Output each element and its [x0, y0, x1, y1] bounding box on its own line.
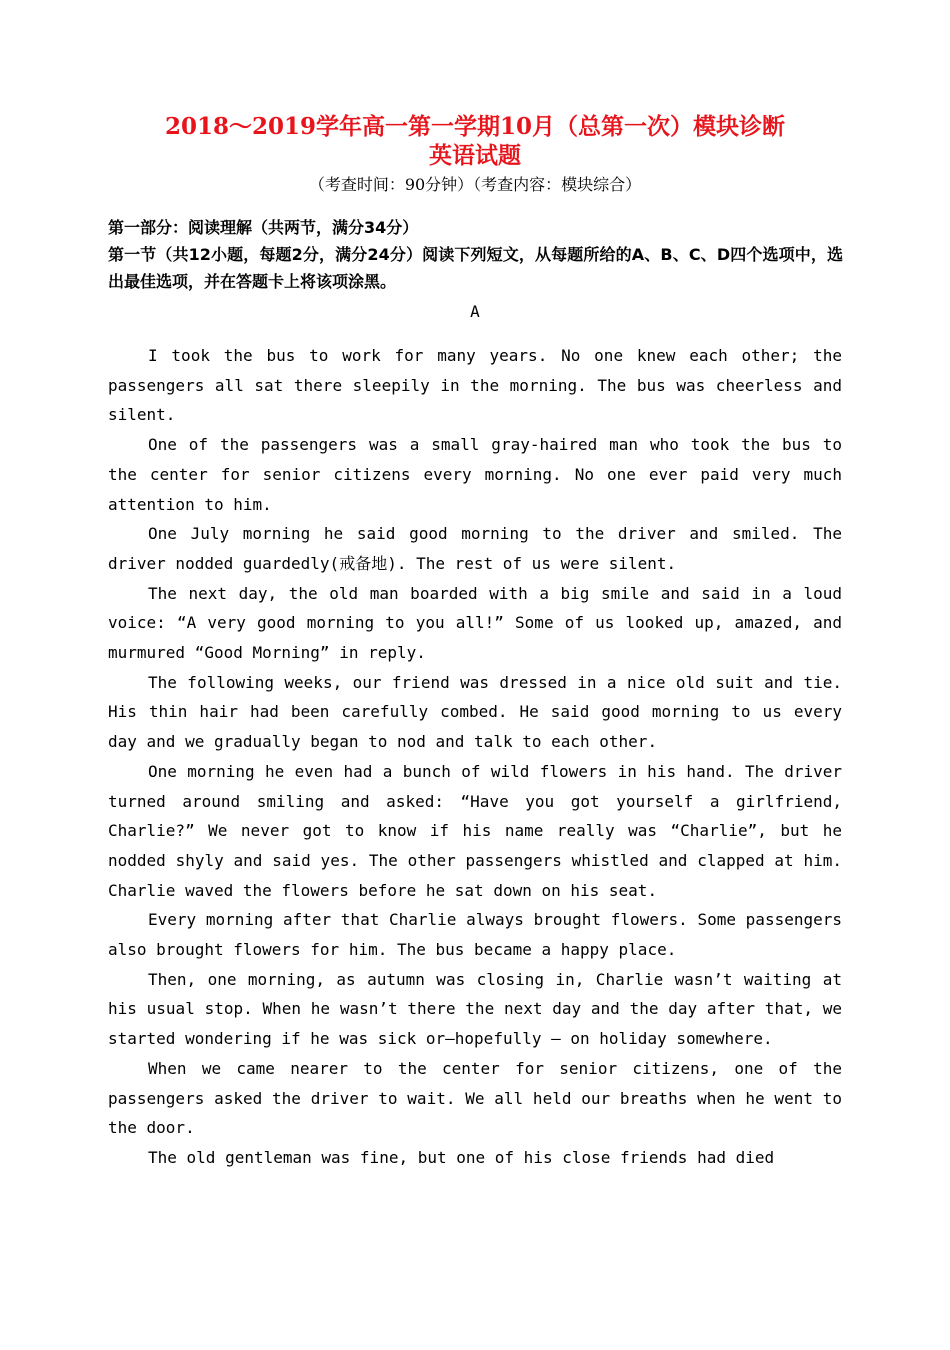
passage-paragraph: One July morning he said good morning to the driver and smiled. The driver nodded guardedly(戒备地). The rest of us were silent. — [108, 524, 842, 573]
passage-paragraph: I took the bus to work for many years. No one knew each other; the passengers all sat there sleepily in the morning. The bus was cheerless and silent. — [108, 346, 842, 425]
passage-paragraph: Every morning after that Charlie always brought flowers. Some passengers also brought flowers for him. The bus became a happy place. — [108, 910, 842, 960]
section-instructions: 第一节（共12小题，每题2分，满分24分）阅读下列短文，从每题所给的A、B、C、D四个选项中，选出最佳选项，并在答题卡上将该项涂黑。 — [108, 245, 843, 291]
passage-paragraph: One morning he even had a bunch of wild flowers in his hand. The driver turned around smiling and asked: “Have you got yourself a girlfriend, Charlie?” We never got to know if his name really was “Charlie”, but he nodded shyly and said yes. The other passengers whistled and clapped at him. Charlie waved the flowers before he sat down on his seat. — [108, 761, 842, 900]
part-heading: 第一部分：阅读理解（共两节，满分34分） — [108, 218, 419, 237]
passage-body — [108, 341, 842, 1173]
passage-paragraph: When we came nearer to the center for senior citizens, one of the passengers asked the driver to wait. We all held our breaths when he went to the door. — [108, 1058, 842, 1138]
passage-paragraph: The old gentleman was fine, but one of his close friends had died — [148, 1147, 775, 1167]
passage-paragraph: The following weeks, our friend was dressed in a nice old suit and tie. His thin hair had been carefully combed. He said good morning to us every day and we gradually began to nod and talk to each other. — [108, 672, 842, 752]
exam-title-line2: 英语试题 — [429, 142, 521, 169]
passage-label: A — [470, 302, 480, 321]
exam-subtitle: （考查时间：90分钟）（考查内容：模块综合） — [308, 175, 642, 194]
passage-paragraph: The next day, the old man boarded with a big smile and said in a loud voice: “A very good morning to you all!” Some of us looked up, amazed, and murmured “Good Morning” in reply. — [108, 583, 842, 663]
passage-paragraph: Then, one morning, as autumn was closing in, Charlie wasn’t waiting at his usual stop. When he wasn’t there the next day and the day after that, we started wondering if he was sick or—hopefully – on holiday somewhere. — [108, 969, 842, 1049]
passage-paragraph: One of the passengers was a small gray-haired man who took the bus to the center for senior citizens every morning. No one ever paid very much attention to him. — [108, 435, 842, 514]
exam-title-line1: 2018～2019学年高一第一学期10月（总第一次）模块诊断 — [164, 113, 786, 140]
